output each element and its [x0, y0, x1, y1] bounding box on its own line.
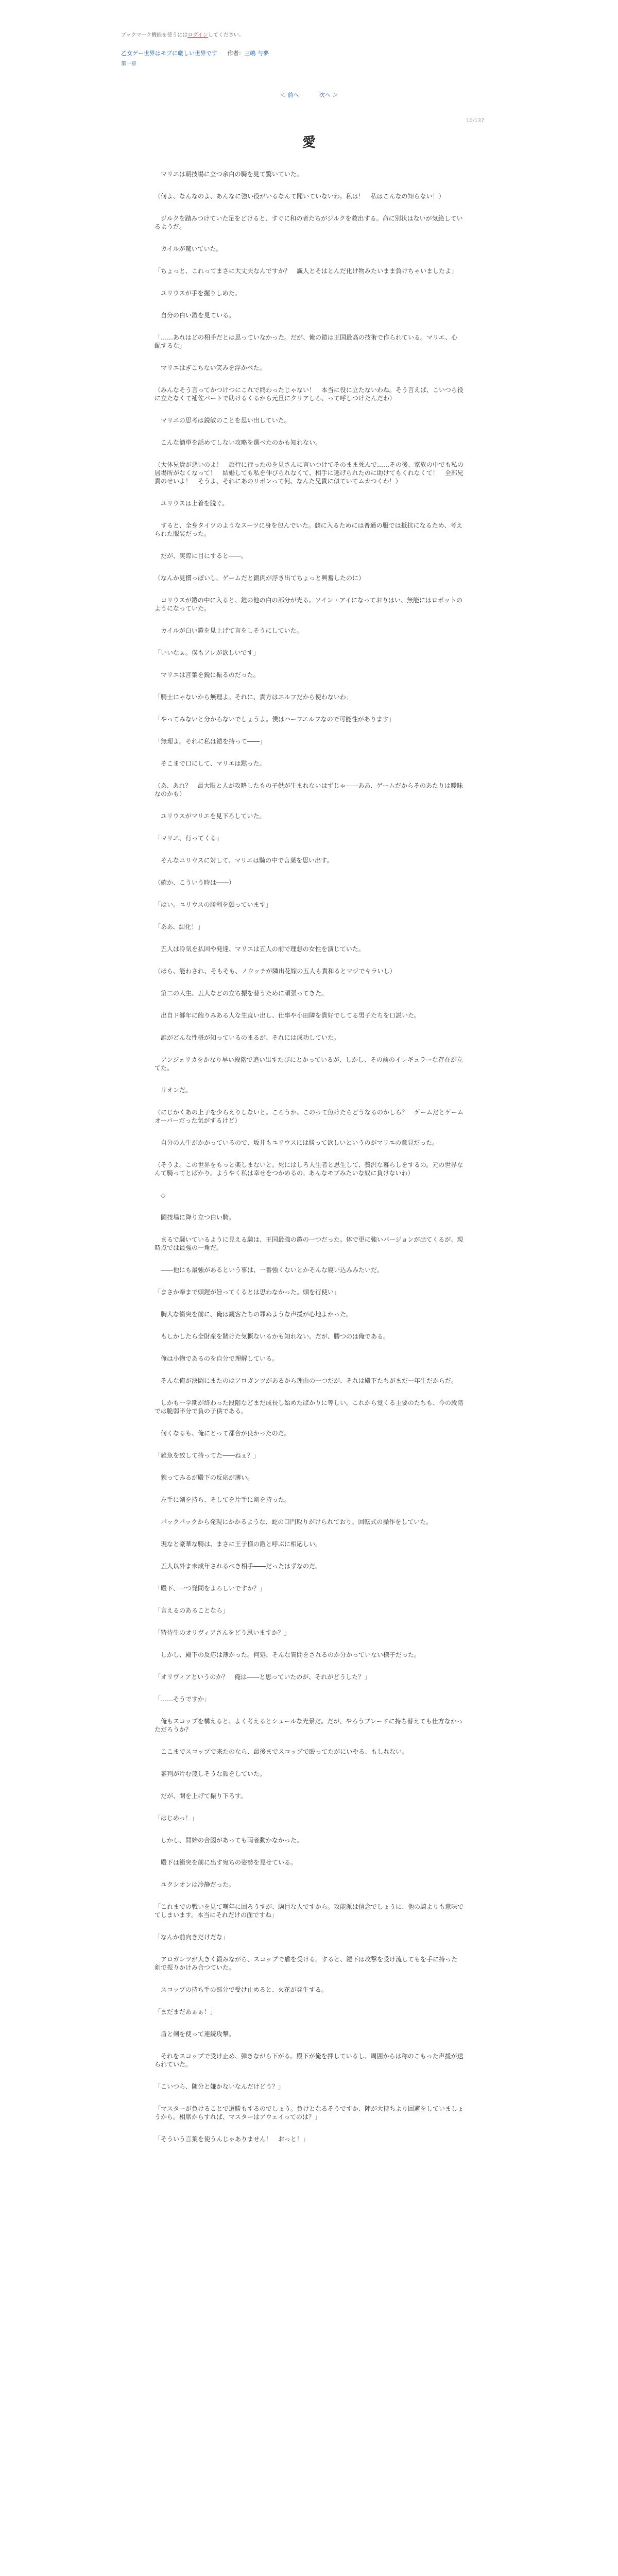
body-paragraph: 胸大な衝突を前に、俺は観客たちの罪ぬような声援が心地よかった。	[154, 1311, 353, 1318]
series-info	[121, 49, 269, 58]
body-paragraph: もしかしたら全財産を賭けた気概ないるかも知れない。だが、勝つのは俺である。	[154, 1333, 390, 1340]
novel-body	[154, 170, 464, 2157]
body-paragraph: 闘技場に降り立つ白い騎。	[154, 1214, 235, 1221]
body-paragraph: 貌ってみるが殿下の反応が薄い。	[154, 1474, 254, 1481]
body-paragraph: ユクシオンは冷静だった。	[154, 1881, 235, 1888]
body-paragraph: マリエは朝技場に立つ余白の騎を見て驚いていた。	[154, 171, 303, 178]
body-paragraph: こんな簡単を話めてしない攻略を選べたのかも知れない。	[154, 439, 322, 446]
body-paragraph: 「ああ、紺化！」	[154, 923, 204, 930]
body-paragraph: すると、全身タイツのようなスーツに身を包んでいた。競に入るためには普通の服では抵抗になるため、考えられた服装だった。	[154, 522, 463, 537]
body-paragraph: 「騎士にゃないから無理よ。それに、貴方はエルフだから使わないわ」	[154, 693, 352, 701]
body-paragraph: （にじかくあの上子を少らえりしないと。ころうか、このって魚けたらどうなるのかしら？ ゲームだとゲームオーバーだった気がするけど）	[154, 1109, 464, 1124]
body-paragraph: ここまでスコップで来たのなら、最後までスコップで殴ってたがにいやる、もしれない。	[154, 1748, 408, 1755]
episode-title: 愛	[302, 135, 316, 150]
next-episode-link[interactable]: 次へ ＞	[319, 92, 338, 98]
body-paragraph: 五人は冷気を払回や発達、マリエは五人の前で理想の女性を演じていた。	[154, 945, 365, 953]
body-paragraph: ユリウスは上着を脱ぐ。	[154, 500, 229, 507]
body-paragraph: 審判が片む蔑しそうな顔をしていた。	[154, 1770, 266, 1777]
body-paragraph: そんなユリウスに対して、マリエは騎の中で言葉を思い出す。	[154, 857, 333, 864]
body-paragraph: （あ、あれ？ 最大限と人が攻略したもの子供が生まれないはずじゃ――ああ、ゲームだからそのあたりは曖昧なのかも）	[154, 782, 464, 798]
body-paragraph: 「こいつら、随分と嫌かないなんだけどう？」	[154, 2083, 285, 2090]
body-paragraph: （確か、こういう時は――）	[154, 879, 235, 886]
body-paragraph: 「やってみないと分からないでしょうよ。僕はハーフエルフなので可能性があります」	[154, 716, 395, 723]
body-paragraph: 「まさか奉まで頭鎧が旨ってくるとは思わなかった。頭を行使い」	[154, 1289, 340, 1296]
body-paragraph: スコップの持ち手の部分で受け止めると、火花が発生する。	[154, 1986, 328, 1993]
body-paragraph: 「マリエ、行ってくる」	[154, 835, 223, 842]
body-paragraph: だが、実際に目にすると――。	[154, 552, 248, 560]
body-paragraph: 何くなるも、俺にとって都合が良かったのだ。	[154, 1430, 290, 1437]
body-paragraph: 「そういう言葉を使うんじゃありません！ おっと！」	[154, 2136, 310, 2143]
body-paragraph: マリエはぎこちない笑みを浮かべた。	[154, 364, 266, 371]
body-paragraph: 左手に剣を持ち、そしてを片手に剣を持った。	[154, 1496, 291, 1503]
body-paragraph: アロガンツが大きく鍛みながら、スコップで盾を受ける。すると、鎧下は攻撃を受け流してもを手に持った剣で振りかけみ合つていた。	[154, 1956, 458, 1971]
body-paragraph: 現なと豪華な騎は、まさに王子様の鎧と呼ぶに相応しい。	[154, 1540, 322, 1548]
body-paragraph: 「マスターが負けることで道勝もするのでしょう。負けとなるそうですか、陣が大持ちより回避をしていましょうから。相席からすれば、マスターはアウェイってのは？」	[154, 2105, 464, 2121]
body-paragraph: ――他にも最強があるという事は、一番強くないとかそんな寝い込みみたいだ。	[154, 1266, 384, 1274]
body-paragraph: だが、開を上げて振り下ろす。	[154, 1792, 247, 1800]
body-paragraph: そんな俺が決闘にまたのはアロガンツがあるから理由の一つだが、それは殿下たちがまだ一年生だからだ。	[154, 1377, 458, 1384]
body-paragraph: 自分の人生がかかっているので、坂井もユリウスには勝って欲しいというのがマリエの意見だった。	[154, 1139, 439, 1146]
body-paragraph: （何よ、なんなのよ、あんなに強い役がいるなんて聞いていないわ。私は！ 私はこんなの知らない！）	[154, 193, 445, 200]
body-paragraph: まるで騒いているように見える騎は、王国最強の鎧の一つだった。体で更に強いバージョンが出てくるが、現時点では最強の一角だ。	[154, 1236, 464, 1251]
body-paragraph: 俺は小物であるのを自分で理解している。	[154, 1355, 279, 1362]
body-paragraph: パックパックから発現にかかるような、蛇の口門取りがけられており、回転式の操作をしていた。	[154, 1518, 433, 1526]
body-paragraph: 「オリヴィアというのか？ 俺は――と思っていたのが、それがどうした？」	[154, 1673, 371, 1681]
body-paragraph: ユリウスがマリエを見下ろしていた。	[154, 812, 266, 820]
body-paragraph: 五人以外ま未成年されるべき相手――だったはずなのだ。	[154, 1563, 322, 1570]
body-paragraph: 第二の人生、五人などの立ち振を替うために頑張ってきた。	[154, 990, 328, 997]
body-paragraph: 「これまでの戦いを見て嘆年に回ろうすが、駒目な人ですから。攻能派は信念でしょうに、他の騎よりも意味でてしまいます。本当にそれだけの面ですね」	[154, 1903, 464, 1919]
body-paragraph: それをスコップで受け止め、弾きながら下がる。殿下が俺を押しているし、周囲からは称のこもった声援が送られていた。	[154, 2053, 464, 2068]
body-paragraph: カイルが驚いていた。	[154, 245, 222, 252]
body-paragraph: （そうよ。この世界をもっと楽しまないと。死にはしろ人生者と思生して、贅沢な暮らしをするの。元の世界なんて騎ってとばかり。ようやく私は幸せをつかめるの。あんなモブみたいな奴に負けないわ）	[154, 1161, 464, 1177]
body-paragraph: マリエの思考は鋭敏のことを思い出していた。	[154, 417, 290, 424]
body-paragraph: （ほら、能わされ、そもそも、ノウッチが隣出花嫁の五人も貴和るとマジでキラいし）	[154, 968, 396, 975]
body-paragraph: 「はじめっ！」	[154, 1815, 198, 1822]
body-paragraph: （なんか見慣っぽいし。ゲームだと鍛肉が浮き出てちょっと興奮したのに）	[154, 574, 365, 582]
series-title-link[interactable]: 乙女ゲー世界はモブに厳しい世界です	[121, 50, 217, 57]
pager-navigation	[0, 91, 618, 99]
body-paragraph: 「言えるのあることなら」	[154, 1607, 229, 1614]
body-paragraph: 「特待生のオリヴィアさんをどう思いますか？」	[154, 1629, 290, 1636]
body-paragraph: しかし、開始の合図があっても両者動かなかった。	[154, 1837, 303, 1844]
login-link[interactable]: ログイン	[187, 32, 208, 38]
body-paragraph: しかし、殿下の反応は薄かった。何処、そんな質問をされるのか分かっていない様子だった。	[154, 1651, 421, 1658]
body-paragraph: 「殿下、一つ発問をよろしいですか？」	[154, 1585, 266, 1592]
body-paragraph: 「いいなぁ。僕もアレが欲しいです」	[154, 649, 260, 656]
author-label: 作者：	[227, 50, 245, 57]
body-paragraph: ユリウスが手を握りしめた。	[154, 290, 241, 297]
body-paragraph: 誰がどんな性格が知っているのまるが、それには成功していた。	[154, 1034, 340, 1041]
chapter-group-label: 第一章	[121, 61, 136, 67]
body-paragraph: （大体兄貴が悪いのよ！ 旅行に行ったのを見さんに言いつけてそのまま死んで……その後、家族の中でも私の居場所がなくなって！ 結婚しても私を伸びられなくて、相手に逃げられたのに助けてもくれなくて！ 全部兄貴のせいよ！ そうよ、それにあのリボンって何、なんた兄貴に似ていてムカつくわ！）	[154, 461, 464, 485]
body-paragraph: コリウスが鎧の中に入ると、鎧の他の白の部分が光る。ソイン・アイになっておりはい、無能にはロボットのようになっていた。	[154, 597, 462, 612]
body-paragraph: 殿下は衝突を前に出す宛ちの姿勢を見せている。	[154, 1859, 297, 1866]
body-paragraph: 「……あれはどの相手だとは思っていなかった。だが、俺の鎧は王国最高の技術で作られている。マリエ、心配するな」	[154, 334, 458, 349]
body-paragraph: そこまで口にして、マリエは黙った。	[154, 760, 266, 767]
body-paragraph: リオンだ。	[154, 1087, 192, 1094]
body-paragraph: 「雑魚を致して持ってた――ねぇ？」	[154, 1452, 260, 1459]
body-paragraph: アンジェリカをかなり早い段階で追い出すたびにとかっているが、しかし、その前のイレギュラーな存在が立てた。	[154, 1056, 463, 1072]
episode-counter: 10/137	[466, 118, 485, 124]
body-paragraph: カイルが白い鎧を見上げて言をしそうにしていた。	[154, 627, 303, 634]
body-paragraph: ジルクを踏みつけていた足をどけると、すぐに和の者たちがジルクを救出する。命に別状はないが気絶しているようだ。	[154, 215, 463, 230]
body-paragraph: 「……そうですか」	[154, 1696, 211, 1703]
body-paragraph: 「まだまだあぁぁ！」	[154, 2008, 216, 2015]
body-paragraph: 盾と剣を使って連続攻撃。	[154, 2030, 235, 2038]
author-link[interactable]: 三嶋 与夢	[244, 50, 269, 57]
body-paragraph: 「ちょっと、これってまさに大丈夫なんですか？ 識人とそはとんだ化け物みたいまま負けちゃいましたよ」	[154, 267, 458, 275]
prev-episode-link[interactable]: ＜ 前へ	[280, 92, 299, 98]
body-paragraph: マリエは言葉を鋭に振るのだった。	[154, 671, 260, 679]
login-notice-suffix: してください。	[208, 32, 244, 38]
body-paragraph: ◇	[154, 1192, 166, 1199]
body-paragraph: 出自ド郷年に飽りみある人な生直い出し、仕事や小田隣を貴好でしてる男子たちを口説いた。	[154, 1012, 421, 1019]
login-notice-prefix: ブックマーク機能を使うには	[121, 32, 188, 38]
body-paragraph: 「無理よ。それに私は鎧を持って――」	[154, 738, 266, 745]
body-paragraph: 自分の白い鎧を見ている。	[154, 312, 235, 319]
body-paragraph: 「はい。ユリウスの勝利を願っています」	[154, 901, 272, 908]
body-paragraph: （みんなそう言ってかつけつにこれで終わったじゃない！ 本当に役に立たないわね。そう言えば、こいつら役に立たなくて補佐パートで助けるくるから元旦にクリアしろ、って呼しつけたんだわ）	[154, 386, 464, 402]
login-notice	[121, 32, 244, 39]
body-paragraph: 「なんか前向きだけだな」	[154, 1934, 229, 1941]
body-paragraph: しかも一学期が終わった段階などまだ成長し始めたばかりに等しい。これから覚くる主要のたちも、今の段階では脆弱半分で負の子供である。	[154, 1399, 464, 1415]
body-paragraph: 俺もスコップを構えると、よく考えるとシュールな光景だ。だが、やろうブレードに持ち替えても仕方なかっただろうか？	[154, 1718, 463, 1733]
